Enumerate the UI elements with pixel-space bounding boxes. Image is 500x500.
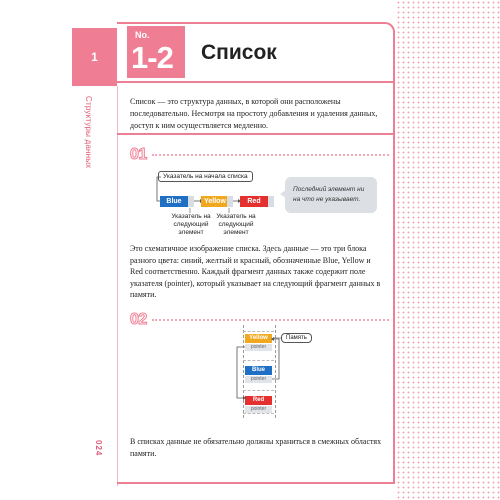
memory-block-blue-label: Blue (251, 367, 265, 373)
section-01-number: 01 (130, 146, 147, 163)
memory-pointer-red: pointer (245, 406, 272, 413)
section-02-text: В списках данные не обязательно должны храниться в смежных областях памяти. (130, 437, 382, 458)
page-title: Список (201, 41, 277, 64)
page-number: 024 (94, 440, 103, 457)
section-number: 1-2 (131, 40, 173, 75)
note-bubble: Последний элемент ни на что не указывает. (285, 177, 377, 213)
block-blue-label: Blue (166, 198, 182, 205)
block-yellow-label: Yellow (204, 198, 226, 205)
caption-pointer-1: Указатель на следующий элемент (171, 213, 211, 236)
memory-block-red-label: Red (252, 397, 265, 403)
caption-pointer-2: Указатель на следующий элемент (216, 213, 256, 236)
chapter-title: Структуры данных (84, 96, 93, 169)
memory-block-yellow-label: Yellow (249, 335, 268, 341)
memory-pointer-blue: pointer (245, 376, 272, 383)
section-01-text: Это схематичное изображение списка. Здесь данные — это три блока разного цвета: синий, желтый и красный, обозначенные Blue, Yellow и Red соответственно. Каждый фрагмент данных также содержит поле указателя (pointer), который указывает на следующий фрагмент данных в памяти. (130, 244, 381, 299)
memory-pointer-yellow: pointer (245, 344, 272, 351)
section-02-number: 02 (130, 311, 147, 328)
memory-label: Память (281, 333, 312, 343)
no-label: No. (135, 30, 150, 40)
intro-paragraph: Список — это структура данных, в которой они расположены последовательно. Несмотря на простоту добавления и удаления данных, доступ к ним осуществляется медленно. (130, 97, 378, 130)
chapter-number: 1 (91, 50, 98, 64)
head-pointer-label: Указатель на начала списка (158, 171, 253, 182)
block-red-label: Red (247, 198, 261, 205)
